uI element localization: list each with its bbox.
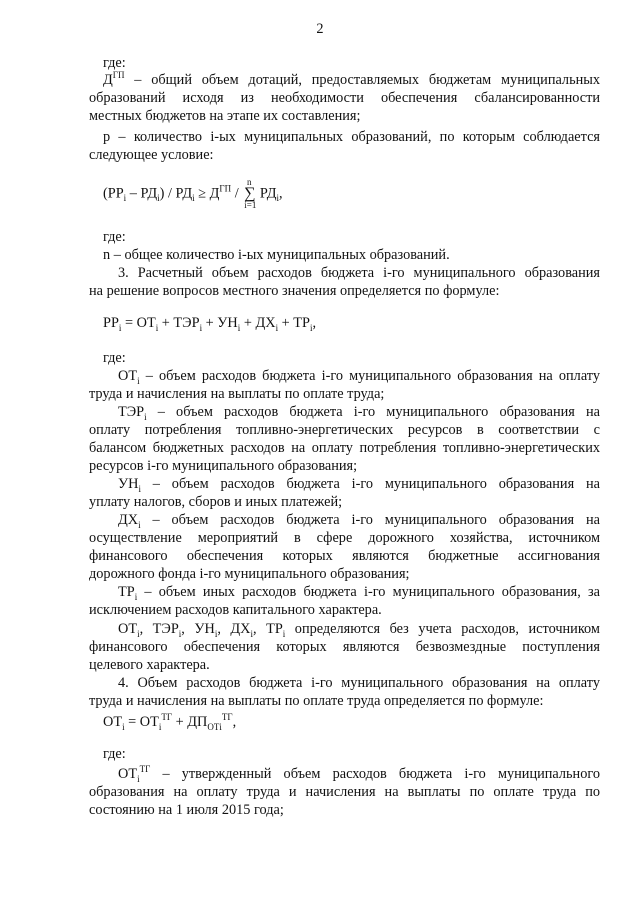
- ot-tg-definition-line1: $ОТ_i^{ТГ}$ – утвержденный объем расходов бюджета i-го муниципального: [118, 764, 600, 784]
- where-label-3: где:: [103, 350, 126, 366]
- page-number: 2: [316, 21, 324, 37]
- dh-definition-line4: дорожного фонда i-го муниципального образования;: [89, 566, 410, 582]
- sum-operator: n ∑ i=1: [244, 177, 257, 210]
- ot-tg-definition-line2: образования на оплату труда и начисления на выплаты по оплате труда по: [89, 784, 600, 800]
- note-line1: $ОТ_i$, $ТЭР_i$, $УН_i$, $ДХ_i$, $ТР_i$ определяются без учета расходов, источником: [118, 621, 600, 639]
- dh-definition-line3: финансового обеспечения которых являются бюджетные ассигнования: [89, 548, 600, 564]
- note-line2: финансового обеспечения которых являются безвозмездные поступления: [89, 639, 600, 655]
- ter-definition-line4: ресурсов i-го муниципального образования;: [89, 458, 358, 474]
- ter-definition-line3: балансом бюджетных расходов на оплату потребления топливно-энергетических: [89, 440, 600, 456]
- un-definition-line1: $УН_i$ – объем расходов бюджета i-го муниципального образования на: [118, 476, 600, 494]
- formula-condition: $(РР_i - РД_i) / РД_i \ge Д^{ГП} / n$ ∑ i=1 $РД_i$,: [103, 177, 283, 210]
- tr-definition-line2: исключением расходов капитального характера.: [89, 602, 382, 618]
- dh-definition-line2: осуществление мероприятий в сфере дорожного хозяйства, источником: [89, 530, 600, 546]
- formula-pp: $РР_i = ОТ_i + ТЭР_i + УН_i + ДХ_i + ТР_i$,: [103, 315, 317, 333]
- where-label-4: где:: [103, 746, 126, 762]
- ot-definition-line2: труда и начисления на выплаты по оплате труда;: [89, 386, 385, 402]
- item4-line1: 4. Объем расходов бюджета i-го муниципального образования на оплату: [118, 675, 600, 691]
- dh-definition-line1: $ДХ_i$ – объем расходов бюджета i-го муниципального образования на: [118, 512, 600, 530]
- ter-definition-line1: $ТЭР_i$ – объем расходов бюджета i-го муниципального образования на: [118, 404, 600, 422]
- where-label-1: где:: [103, 55, 126, 71]
- p-definition-line1: р – количество i-ых муниципальных образований, по которым соблюдается: [103, 129, 600, 145]
- p-definition-line2: следующее условие:: [89, 147, 214, 163]
- dotation-definition-line1: $Д^{ГП}$ – общий объем дотаций, предоставляемых бюджетам муниципальных: [103, 70, 600, 88]
- note-line3: целевого характера.: [89, 657, 210, 673]
- ot-tg-definition-line3: состоянию на 1 июля 2015 года;: [89, 802, 284, 818]
- n-definition: n – общее количество i-ых муниципальных образований.: [103, 247, 450, 263]
- dotation-definition-line3: местных бюджетов на этапе их составления;: [89, 108, 361, 124]
- ter-definition-line2: оплату потребления топливно-энергетических ресурсов в соответствии с: [89, 422, 600, 438]
- ot-definition-line1: $ОТ_i$ – объем расходов бюджета i-го муниципального образования на оплату: [118, 368, 600, 386]
- dotation-definition-line2: образований исходя из необходимости обеспечения сбалансированности: [89, 90, 600, 106]
- un-definition-line2: уплату налогов, сборов и иных платежей;: [89, 494, 343, 510]
- where-label-2: где:: [103, 229, 126, 245]
- tr-definition-line1: $ТР_i$ – объем иных расходов бюджета i-го муниципального образования, за: [118, 584, 600, 602]
- item3-line2: на решение вопросов местного значения определяется по формуле:: [89, 283, 500, 299]
- item4-line2: труда и начисления на выплаты по оплате труда определяется по формуле:: [89, 693, 544, 709]
- item3-line1: 3. Расчетный объем расходов бюджета i-го муниципального образования: [118, 265, 600, 281]
- formula-ot: $ОТ_i = ОТ_i^{ТГ} + ДП_{ОТi}^{ТГ}$,: [103, 712, 237, 732]
